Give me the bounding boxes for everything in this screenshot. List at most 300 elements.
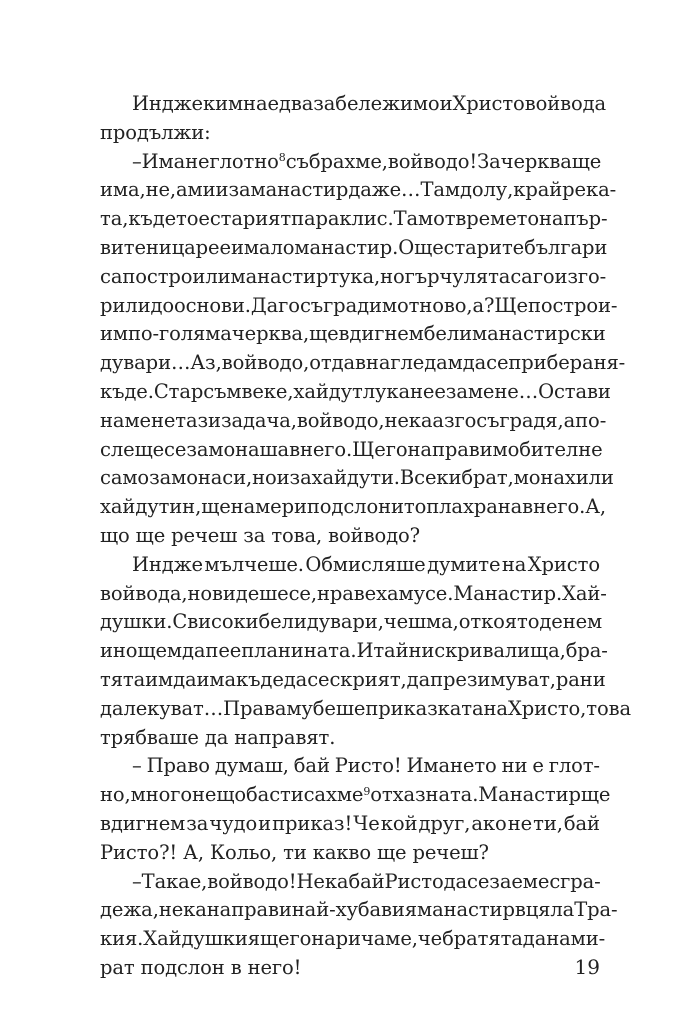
text-word: Стар xyxy=(153,379,204,403)
text-word: – xyxy=(132,754,142,778)
text-line xyxy=(100,666,606,695)
text-word: ни xyxy=(145,235,172,259)
text-word: нека xyxy=(158,898,207,922)
text-word: да xyxy=(173,667,197,691)
text-line xyxy=(100,349,626,378)
text-word: гледам xyxy=(390,351,463,375)
text-word: Да xyxy=(250,293,279,317)
text-word: Индже xyxy=(132,92,203,115)
text-word: да xyxy=(283,667,308,691)
text-word: с xyxy=(549,869,561,893)
text-word: манастир xyxy=(250,178,349,202)
text-word: това xyxy=(586,696,631,720)
text-word: се xyxy=(307,667,330,691)
text-word: да xyxy=(443,869,468,893)
text-word: прибера xyxy=(508,351,594,375)
text-word: рат xyxy=(100,955,135,979)
text-word: и xyxy=(439,92,453,115)
text-word: нравеха xyxy=(316,581,399,605)
text-line xyxy=(100,580,607,609)
text-word: храна xyxy=(462,495,523,519)
text-word: бай xyxy=(293,754,330,778)
text-word: ще xyxy=(376,840,407,864)
text-word: до xyxy=(150,293,175,317)
text-word: Христо xyxy=(452,92,525,115)
text-word: кой xyxy=(380,811,418,835)
text-word: думаш, xyxy=(214,754,289,778)
text-word: веке, xyxy=(241,379,294,403)
text-word: го xyxy=(532,264,555,288)
text-line xyxy=(100,695,631,724)
text-word: наричаме, xyxy=(311,927,418,951)
text-word: от xyxy=(433,207,456,231)
text-word: хазната. xyxy=(392,783,479,807)
text-word: скрият, xyxy=(329,667,407,691)
text-word: скривалища, xyxy=(434,639,566,663)
text-word: от xyxy=(370,783,393,807)
text-word: и xyxy=(215,178,229,202)
text-word: черква xyxy=(500,149,572,173)
text-word: Ще xyxy=(352,437,386,461)
text-word: но xyxy=(252,466,277,490)
text-word: Манастир xyxy=(478,783,581,807)
text-word: старият xyxy=(209,207,292,231)
text-word: Христо xyxy=(527,552,600,576)
text-word: на xyxy=(538,207,564,231)
text-word: намери xyxy=(230,495,307,519)
text-word: нами- xyxy=(546,927,606,951)
text-word: глотно$^8$ xyxy=(209,149,286,173)
text-word: това, xyxy=(271,523,323,547)
text-word: рили xyxy=(100,293,151,317)
text-word: Кольо, xyxy=(209,840,278,864)
text-word: но xyxy=(187,581,213,605)
text-word: има xyxy=(196,667,237,691)
text-line xyxy=(100,205,608,234)
text-line xyxy=(100,954,600,983)
text-word: подслон xyxy=(140,955,225,979)
text-word: манастирски xyxy=(472,322,606,346)
text-word: що xyxy=(100,523,130,547)
text-word: пее xyxy=(205,639,242,663)
text-word: по- xyxy=(575,408,607,432)
text-word: а? xyxy=(472,293,495,317)
text-word: да xyxy=(204,725,229,749)
text-word: сле xyxy=(100,437,135,461)
text-word: му xyxy=(398,581,425,605)
text-word: да xyxy=(462,351,487,375)
text-word: да xyxy=(522,927,547,951)
text-word: параклис. xyxy=(291,207,394,231)
text-word: ще xyxy=(571,149,602,173)
text-word: имало xyxy=(230,235,295,259)
text-word: Право xyxy=(146,754,210,778)
text-word: го xyxy=(289,927,312,951)
text-word: приказ! xyxy=(272,811,353,835)
text-word: братята xyxy=(442,927,523,951)
text-word: на xyxy=(501,552,527,576)
text-word: – xyxy=(132,149,142,173)
text-word: Права xyxy=(223,696,287,720)
text-word: хайдутин, xyxy=(100,495,202,519)
text-word: се, xyxy=(288,581,317,605)
text-word: вдигнем xyxy=(338,322,424,346)
text-word: мене xyxy=(124,408,176,432)
text-line xyxy=(100,868,600,897)
text-line xyxy=(100,320,606,349)
text-word: се xyxy=(164,437,187,461)
text-word: ако xyxy=(471,811,507,835)
text-word: се. xyxy=(424,581,454,605)
text-word: че xyxy=(417,927,443,951)
text-word: И xyxy=(356,639,374,663)
text-line xyxy=(100,724,600,753)
text-word: войводо! xyxy=(207,869,297,893)
text-word: за xyxy=(228,178,251,202)
text-word: душки. xyxy=(100,610,173,634)
text-word: Ристо xyxy=(384,869,444,893)
text-word: бели xyxy=(423,322,473,346)
text-word: чудо xyxy=(209,811,258,835)
text-word: направим xyxy=(407,437,508,461)
text-word: дувари, xyxy=(306,610,384,634)
text-word: река- xyxy=(562,178,617,202)
text-word: изго- xyxy=(554,264,607,288)
text-word: черква, xyxy=(231,322,310,346)
text-word: войвода xyxy=(524,92,607,115)
text-word: За xyxy=(477,149,501,173)
text-line xyxy=(100,839,600,868)
text-word: брат, xyxy=(461,466,514,490)
text-word: тайни xyxy=(373,639,435,663)
text-word: го xyxy=(454,408,477,432)
text-word: Остави xyxy=(538,379,611,403)
text-word: гра- xyxy=(560,869,601,893)
text-word: не xyxy=(578,437,603,461)
text-word: А, xyxy=(585,495,607,519)
text-word: обител xyxy=(507,437,579,461)
text-word: ще xyxy=(201,495,231,519)
text-word: най-хубавия xyxy=(291,898,418,922)
text-line xyxy=(100,551,600,580)
text-word: Нека xyxy=(296,869,349,893)
text-word: вдигнем xyxy=(100,811,186,835)
text-word: А, xyxy=(183,840,204,864)
text-word: продължи: xyxy=(100,120,211,144)
text-word: дежа, xyxy=(100,898,159,922)
text-word: тята xyxy=(100,667,146,691)
text-word: Обмисляше xyxy=(305,552,426,576)
text-word: го xyxy=(385,437,408,461)
text-line xyxy=(100,781,611,810)
text-word: мене… xyxy=(467,379,539,403)
text-word: него. xyxy=(299,437,353,461)
text-word: построи- xyxy=(527,293,618,317)
text-word: която xyxy=(481,610,540,634)
text-word: – xyxy=(132,869,142,893)
text-word: не xyxy=(409,379,435,403)
text-word: в xyxy=(514,898,526,922)
text-word: подслон xyxy=(306,495,391,519)
text-word: съградим xyxy=(299,293,397,317)
text-word: в xyxy=(522,495,534,519)
text-word: думите xyxy=(427,552,501,576)
text-line xyxy=(100,436,603,465)
text-word: ще xyxy=(260,927,290,951)
text-word: Индже xyxy=(132,552,203,576)
footnote-marker: 8 xyxy=(278,151,286,165)
text-line xyxy=(100,292,618,321)
text-word: не, xyxy=(145,178,177,202)
text-word: но xyxy=(380,264,405,288)
text-line xyxy=(100,896,618,925)
text-word: направи xyxy=(206,898,292,922)
text-word: и xyxy=(390,495,404,519)
text-word: монаси, xyxy=(171,466,253,490)
text-word: Тра- xyxy=(574,898,618,922)
text-word: нека xyxy=(384,408,433,432)
text-word: да xyxy=(100,696,124,720)
text-word: войвода, xyxy=(100,581,188,605)
text-word: е, xyxy=(189,869,208,893)
text-word: ня- xyxy=(593,351,626,375)
text-word: Манастир. xyxy=(453,581,563,605)
text-word: рани xyxy=(555,667,606,691)
text-line xyxy=(100,119,600,148)
text-line xyxy=(100,176,617,205)
text-line xyxy=(100,378,611,407)
text-word: планината. xyxy=(241,639,357,663)
text-word: манастир xyxy=(230,264,329,288)
text-line xyxy=(100,810,600,839)
text-word: манастир. xyxy=(294,235,399,259)
text-word: войводо, xyxy=(221,351,310,375)
text-word: ще xyxy=(134,437,165,461)
text-word: е xyxy=(434,379,446,403)
text-word: денем xyxy=(539,610,603,634)
text-word: направят. xyxy=(234,725,336,749)
text-word: само xyxy=(100,466,150,490)
text-word: манастир xyxy=(417,898,515,922)
text-word: се xyxy=(486,351,509,375)
text-line xyxy=(100,608,603,637)
text-word: едва xyxy=(267,92,314,115)
text-word: го xyxy=(278,293,300,317)
text-word: Ристо?! xyxy=(100,840,178,864)
text-word: какво xyxy=(312,840,371,864)
text-word: са xyxy=(510,264,533,288)
text-word: ти, xyxy=(533,811,563,835)
text-line xyxy=(100,522,600,551)
text-word: монах xyxy=(513,466,576,490)
text-word: където xyxy=(128,207,199,231)
text-word: хайдутлука xyxy=(293,379,410,403)
text-word: кимна xyxy=(203,92,268,115)
text-word: къде. xyxy=(100,379,154,403)
text-word: отдавна xyxy=(309,351,391,375)
text-word: по-голяма xyxy=(127,322,232,346)
text-word: времето xyxy=(455,207,539,231)
text-word: Хайдушкия xyxy=(143,927,260,951)
text-word: ще xyxy=(135,523,166,547)
text-word: Още xyxy=(398,235,444,259)
text-word: речеш? xyxy=(412,840,489,864)
text-word: лекуват… xyxy=(123,696,224,720)
text-word: ами xyxy=(176,178,216,202)
text-word: за xyxy=(289,466,312,490)
text-word: да xyxy=(181,639,206,663)
text-word: вите xyxy=(100,235,146,259)
text-word: него. xyxy=(533,495,586,519)
text-word: глот- xyxy=(548,754,600,778)
text-word: му xyxy=(286,696,313,720)
text-word: къде xyxy=(236,667,284,691)
text-word: и xyxy=(258,811,272,835)
text-line xyxy=(100,234,608,263)
text-word: Ристо! xyxy=(334,754,402,778)
text-word: Хай- xyxy=(562,581,607,605)
text-word: е xyxy=(219,235,231,259)
text-word: трябваше xyxy=(100,725,199,749)
text-word: събрахме, xyxy=(285,149,388,173)
text-word: но, xyxy=(100,783,131,807)
text-word: Че xyxy=(353,811,380,835)
text-word: е xyxy=(532,754,544,778)
text-word: им xyxy=(100,322,128,346)
text-word: С xyxy=(172,610,188,634)
text-word: или xyxy=(575,466,614,490)
text-word: хайдути. xyxy=(311,466,400,490)
text-word: е xyxy=(198,207,210,231)
text-word: дувари… xyxy=(100,351,191,375)
text-word: пър- xyxy=(563,207,608,231)
text-word: забележимо xyxy=(313,92,440,115)
text-word: Аз, xyxy=(190,351,222,375)
text-word: за xyxy=(445,379,468,403)
text-word: ти xyxy=(283,840,307,864)
text-word: видеше xyxy=(212,581,289,605)
text-word: цяла xyxy=(525,898,575,922)
text-word: та, xyxy=(100,207,129,231)
text-word: Имане xyxy=(141,149,210,173)
text-word: да xyxy=(406,667,431,691)
text-word: в xyxy=(230,955,242,979)
text-line xyxy=(100,148,600,177)
text-word: има, xyxy=(100,178,146,202)
text-word: край xyxy=(513,178,563,202)
text-word: задача, xyxy=(220,408,297,432)
text-word: бастисахме$^9$ xyxy=(246,783,371,807)
text-word: мълчеше. xyxy=(204,552,304,576)
text-word: долу, xyxy=(459,178,514,202)
text-word: аз xyxy=(432,408,455,432)
text-word: приказката xyxy=(365,696,484,720)
text-word: бай xyxy=(563,811,600,835)
text-word: българи xyxy=(524,235,608,259)
text-line xyxy=(100,925,606,954)
text-word: на xyxy=(100,408,125,432)
text-word: Ще xyxy=(494,293,528,317)
text-word: речеш xyxy=(171,523,238,547)
text-line xyxy=(100,263,607,292)
text-word: за xyxy=(243,523,266,547)
text-word: съм xyxy=(203,379,242,403)
text-word: и xyxy=(100,639,113,663)
text-word: него! xyxy=(247,955,302,979)
text-word: нещо xyxy=(192,783,247,807)
text-word: съградя, xyxy=(476,408,564,432)
text-word: гърчулята xyxy=(404,264,511,288)
text-line xyxy=(100,752,600,781)
footnote-marker: 9 xyxy=(363,784,371,798)
text-word: беше xyxy=(312,696,366,720)
text-word: ни xyxy=(501,754,528,778)
text-word: войводо? xyxy=(328,523,420,547)
text-word: топла xyxy=(403,495,463,519)
text-line xyxy=(100,464,614,493)
text-word: са xyxy=(100,264,123,288)
text-word: ще xyxy=(580,783,611,807)
text-word: войводо, xyxy=(296,408,385,432)
text-word: презимуват, xyxy=(430,667,556,691)
text-line xyxy=(100,407,607,436)
text-word: бели xyxy=(258,610,307,634)
text-word: основи. xyxy=(174,293,251,317)
text-word: в xyxy=(289,437,300,461)
text-word: им xyxy=(145,667,174,691)
text-word: на xyxy=(483,696,508,720)
text-word: се xyxy=(467,869,490,893)
text-word: отново, xyxy=(396,293,473,317)
text-word: бра- xyxy=(565,639,608,663)
text-word: заеме xyxy=(489,869,550,893)
text-word: царе xyxy=(171,235,220,259)
text-word: войводо! xyxy=(387,149,478,173)
text-word: замонаша xyxy=(186,437,290,461)
text-word: кия. xyxy=(100,927,144,951)
text-word: нощем xyxy=(112,639,182,663)
text-word: ще xyxy=(309,322,339,346)
text-word: Имането xyxy=(406,754,497,778)
text-word: старите xyxy=(443,235,525,259)
text-line xyxy=(100,90,607,119)
text-word: друг, xyxy=(418,811,471,835)
text-word: много xyxy=(130,783,193,807)
text-word: не xyxy=(507,811,533,835)
text-line xyxy=(100,637,608,666)
text-word: Там xyxy=(393,207,434,231)
text-word: построили xyxy=(122,264,231,288)
text-word: от xyxy=(458,610,482,634)
text-word: високи xyxy=(187,610,259,634)
text-word: за xyxy=(186,811,209,835)
text-word: тука, xyxy=(328,264,381,288)
text-word: даже… xyxy=(348,178,421,202)
text-word: бай xyxy=(348,869,385,893)
text-word: а xyxy=(563,408,576,432)
text-word: чешма, xyxy=(383,610,459,634)
text-word: за xyxy=(149,466,172,490)
text-word: Всеки xyxy=(399,466,462,490)
text-word: Христо, xyxy=(507,696,587,720)
text-word: Така xyxy=(141,869,190,893)
body-text xyxy=(100,90,631,983)
text-word: и xyxy=(276,466,290,490)
text-line xyxy=(100,493,607,522)
page-number: 19 xyxy=(574,955,600,979)
text-word: Там xyxy=(420,178,460,202)
text-word: тази xyxy=(175,408,221,432)
